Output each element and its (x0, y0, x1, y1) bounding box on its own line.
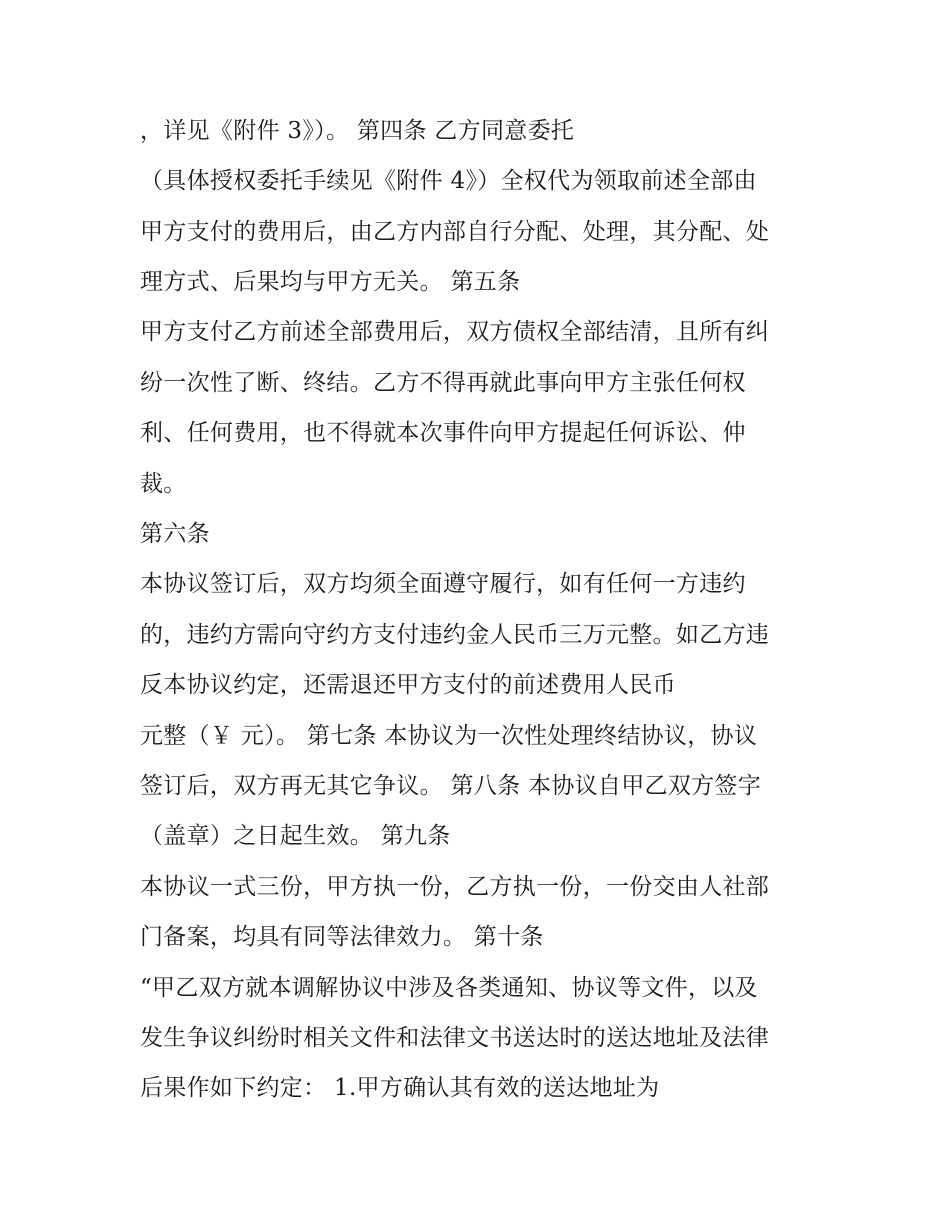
text-line: 签订后，双方再无其它争议。 第八条 本协议自甲乙双方签字 (140, 773, 762, 799)
text-line: 元整（￥ 元）。 第七条 本协议为一次性处理终结协议，协议 (140, 723, 758, 749)
text-line: 甲方支付的费用后，由乙方内部自行分配、处理，其分配、处 (140, 219, 770, 245)
text-line: 利、任何费用，也不得就本次事件向甲方提起任何诉讼、仲 (140, 420, 746, 446)
text-line: 门备案，均具有同等法律效力。 第十条 (140, 924, 544, 950)
text-line: 后果作如下约定： 1.甲方确认其有效的送达地址为 (140, 1075, 660, 1101)
text-line: （盖章）之日起生效。 第九条 (140, 823, 451, 849)
text-line: 第六条 (140, 521, 210, 547)
text-line: “甲乙双方就本调解协议中涉及各类通知、协议等文件，以及 (140, 975, 758, 1001)
text-line: 的，违约方需向守约方支付违约金人民币三万元整。如乙方违 (140, 622, 770, 648)
text-line: 本协议签订后，双方均须全面遵守履行，如有任何一方违约 (140, 571, 746, 597)
text-line: 甲方支付乙方前述全部费用后，双方债权全部结清，且所有纠 (140, 319, 770, 345)
text-line: （具体授权委托手续见《附件 4》）全权代为领取前述全部由 (140, 168, 757, 194)
text-line: 发生争议纠纷时相关文件和法律文书送达时的送达地址及法律 (140, 1025, 770, 1051)
text-line: 裁。 (140, 471, 187, 497)
text-line: ，详见《附件 3》）。 第四条 乙方同意委托 (140, 118, 575, 144)
text-line: 纷一次性了断、终结。乙方不得再就此事向甲方主张任何权 (140, 370, 746, 396)
text-line: 本协议一式三份，甲方执一份，乙方执一份，一份交由人社部 (140, 874, 770, 900)
text-line: 反本协议约定，还需退还甲方支付的前述费用人民币 (140, 672, 676, 698)
text-line: 理方式、后果均与甲方无关。 第五条 (140, 269, 521, 295)
